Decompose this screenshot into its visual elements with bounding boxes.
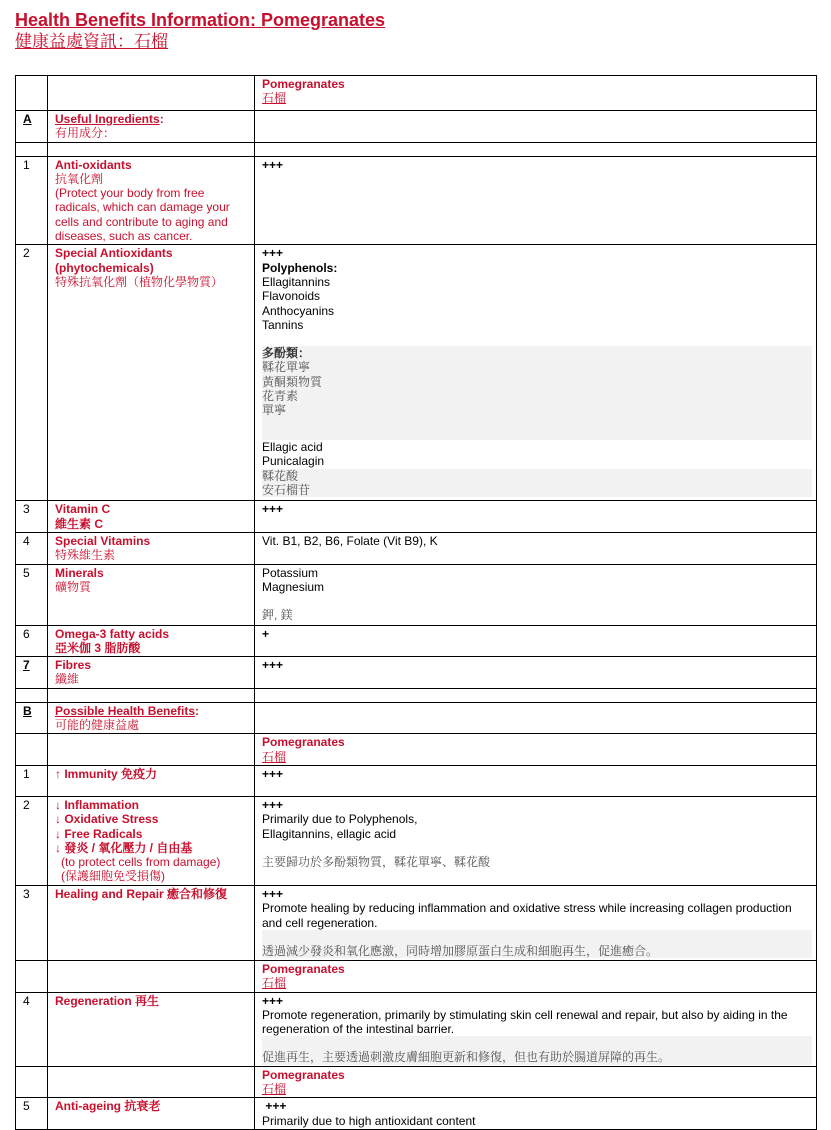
table-row: 7 Fibres 纖維 +++ (16, 657, 817, 689)
table-header-row (16, 1066, 817, 1098)
page-title (15, 10, 385, 53)
column-header: Pomegranates 石榴 (255, 1066, 817, 1098)
table-row: 2 Special Antioxidants (phytochemicals) 特殊抗氧化劑（植物化學物質） +++ Polyphenols: Ellagitannins Flavonoids Anthocyanins Tannins 多酚類： 鞣花單寧 黃酮類物質 花青素 單寧 Ellagic acid Punicalagin 鞣花酸 安石榴苷 (16, 245, 817, 501)
health-benefits-table (15, 75, 817, 1130)
table-row: 4 Special Vitamins 特殊維生素 Vit. B1, B2, B6, Folate (Vit B9), K (16, 532, 817, 564)
section-b-row: B Possible Health Benefits: 可能的健康益處 (16, 702, 817, 734)
table-row: 4 Regeneration 再生 +++ Promote regeneration, primarily by stimulating skin cell renewal and repair, but also by aiding in the regeneration of the intestinal barrier. 促進再生，主要透過刺激皮膚細胞更新和修復，但也有助於腸道屏障的再生。 (16, 992, 817, 1066)
table-row: 3 Vitamin C 維生素 C +++ (16, 501, 817, 533)
table-header-row (16, 960, 817, 992)
section-b-title: Possible Health Benefits (55, 703, 196, 718)
title-chinese: 健康益處資訊：石榴 (15, 32, 168, 51)
table-header-row (16, 734, 817, 766)
column-header: Pomegranates 石榴 (255, 76, 817, 111)
section-a-row: A Useful Ingredients: 有用成分： (16, 111, 817, 143)
table-row: 6 Omega-3 fatty acids 亞米伽 3 脂肪酸 + (16, 625, 817, 657)
section-letter: B (23, 703, 32, 718)
table-row: 5 Minerals 礦物質 Potassium Magnesium 鉀, 鎂 (16, 564, 817, 625)
table-row: 5 Anti-ageing 抗衰老 +++ Primarily due to high antioxidant content (16, 1098, 817, 1130)
table-row: 2 ↓ Inflammation ↓ Oxidative Stress ↓ Free Radicals ↓ 發炎 / 氧化壓力 / 自由基 (to protect cells from damage) (保護細胞免受損傷) +++ Primarily due to Polyphenols, Ellagitannins, ellagic acid 主要歸功於多酚類物質，鞣花單寧、鞣花酸 (16, 796, 817, 885)
section-letter: A (23, 112, 32, 126)
column-header: Pomegranates 石榴 (255, 960, 817, 992)
table-row: 3 Healing and Repair 癒合和修復 +++ Promote healing by reducing inflammation and oxidative stress while increasing collagen production and cell regeneration. 透過減少發炎和氧化應激，同時增加膠原蛋白生成和細胞再生，促進癒合。 (16, 885, 817, 960)
section-b-title-zh: 可能的健康益處 (55, 718, 140, 733)
section-a-title: Useful Ingredients (55, 112, 160, 126)
table-header-row (16, 76, 817, 111)
section-a-title-zh: 有用成分： (55, 126, 116, 141)
title-english: Health Benefits Information: Pomegranates (15, 10, 386, 30)
column-header: Pomegranates 石榴 (255, 734, 817, 766)
table-row: 1 ↑ Immunity 免疫力 +++ (16, 765, 817, 796)
table-row: 1 Anti-oxidants 抗氧化劑 (Protect your body from free radicals, which can damage your cells and contribute to aging and diseases, such as cancer. +++ (16, 156, 817, 245)
